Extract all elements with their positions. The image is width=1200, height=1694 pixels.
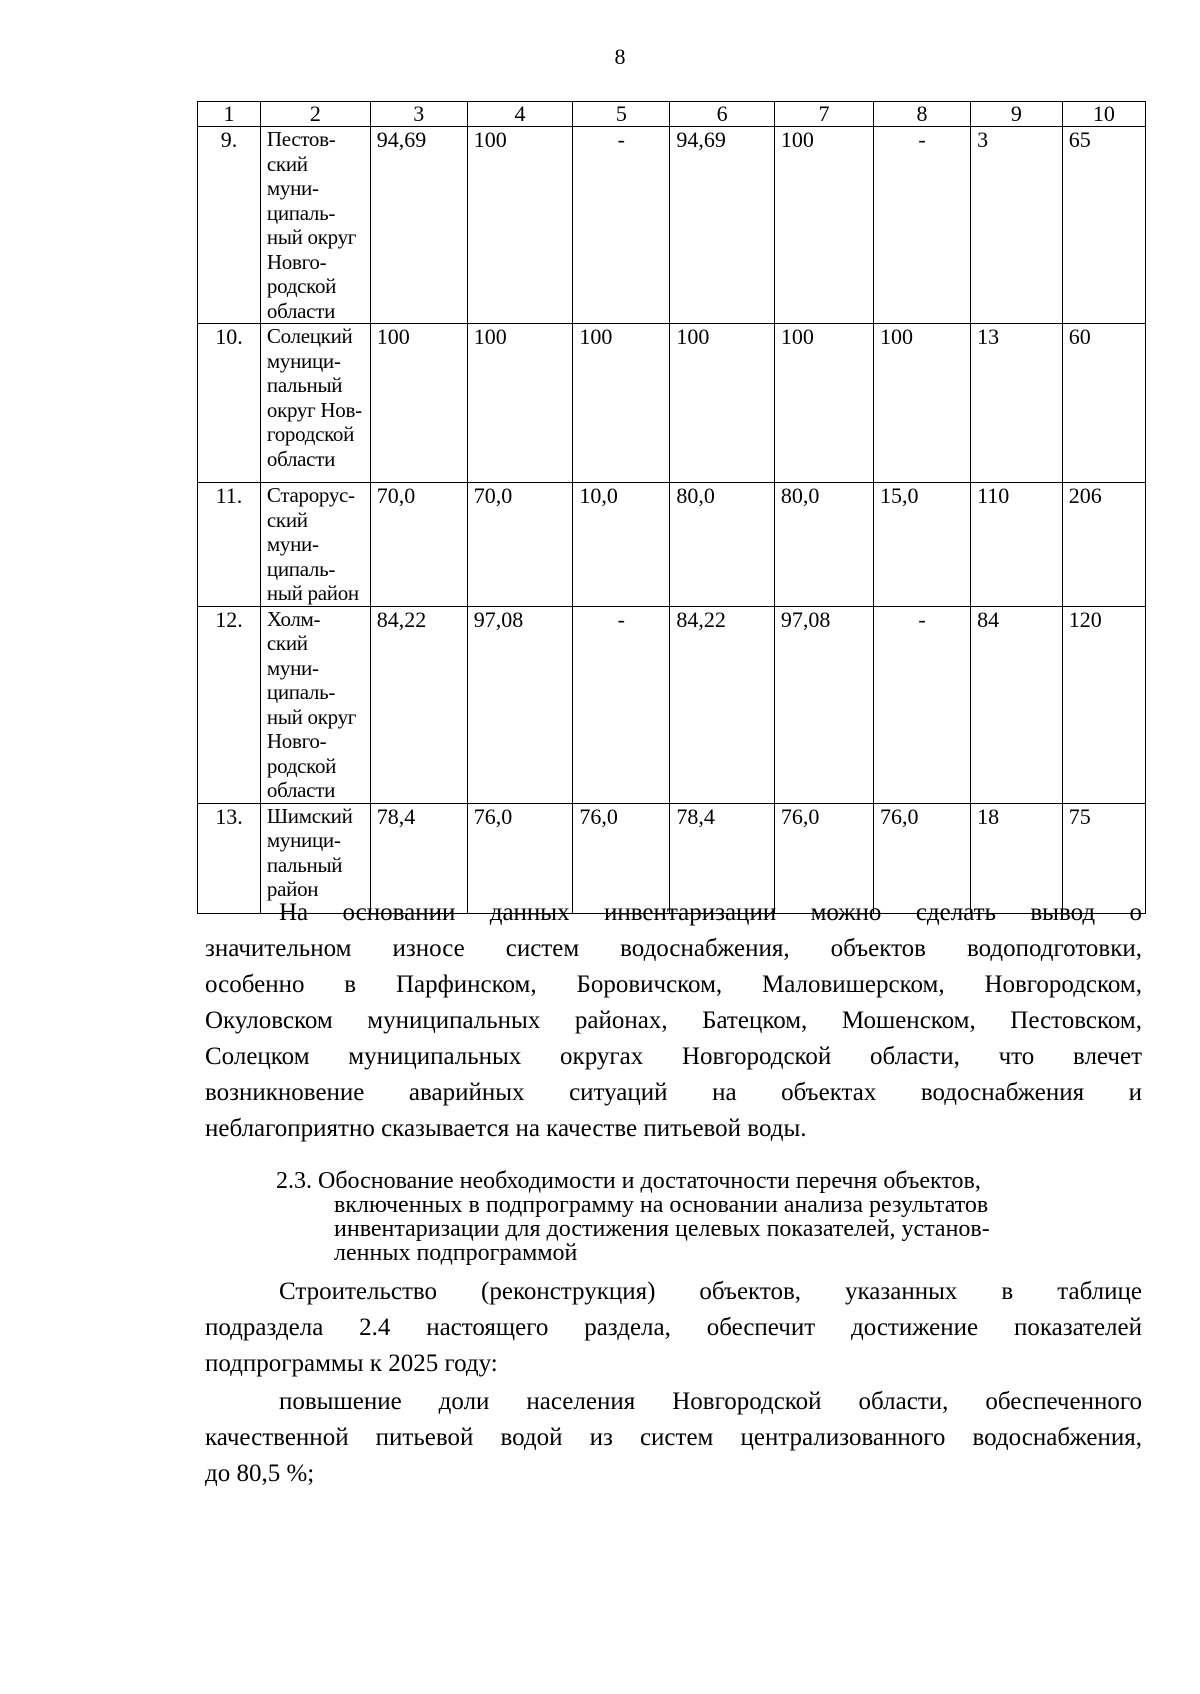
data-table: [197, 101, 1146, 914]
district-name-line: округ Нов-: [266, 397, 362, 422]
text-line: повышение доли населения Новгородской области, обеспеченного: [279, 1388, 1142, 1415]
row-number-cell: 11.: [198, 483, 261, 607]
value-cell-col-4: 70,0: [467, 483, 573, 607]
value-cell-col-4: 100: [467, 324, 573, 483]
column-header: 1: [198, 102, 261, 127]
value-cell-col-6: 100: [670, 324, 775, 483]
text-line: Окуловском муниципальных районах, Батецком, Мошенском, Пестовском,: [205, 1007, 1142, 1034]
district-name-line: Солецкий: [266, 324, 353, 348]
district-name-line: области: [266, 778, 336, 802]
table-row: [198, 324, 1146, 483]
value-cell-col-5: 10,0: [573, 483, 670, 607]
district-name-line: родской: [266, 753, 337, 778]
district-name-line: Новго-: [266, 249, 327, 274]
text-line: неблагоприятно сказывается на качестве питьевой воды.: [205, 1115, 807, 1142]
value-cell-col-7: 97,08: [774, 606, 873, 803]
district-name-line: Холм-: [266, 606, 321, 631]
value-cell-col-9: 84: [971, 606, 1063, 803]
district-name-line: ципаль-: [266, 200, 336, 225]
value-cell-col-7: 100: [774, 324, 873, 483]
district-name-line: ский муни-: [266, 631, 319, 680]
district-name-line: ский муни-: [266, 151, 319, 200]
district-name-line: ципаль-: [266, 556, 336, 581]
value-cell-col-6: 94,69: [670, 127, 775, 324]
district-name-line: ный округ: [266, 225, 357, 249]
value-cell-col-8: 15,0: [874, 483, 971, 607]
paragraph-construction: [205, 1274, 1142, 1382]
value-cell-col-10: 206: [1062, 483, 1145, 607]
value-cell-col-6: 78,4: [670, 803, 775, 913]
value-cell-col-7: 76,0: [774, 803, 873, 913]
value-cell-col-8: 76,0: [874, 803, 971, 913]
text-line: особенно в Парфинском, Боровичском, Маловишерском, Новгородском,: [205, 971, 1142, 998]
district-name-line: области: [266, 446, 336, 471]
value-cell-col-3: 94,69: [370, 127, 467, 324]
value-cell-col-5: 100: [573, 324, 670, 483]
district-name-line: район: [266, 877, 319, 901]
value-cell-col-3: 100: [370, 324, 467, 483]
value-cell-col-4: 100: [467, 127, 573, 324]
heading-line: включенных в подпрограмму на основании анализа результатов: [334, 1192, 989, 1218]
district-name-line: пальный: [266, 852, 343, 877]
column-header: 10: [1062, 102, 1145, 127]
district-name-line: области: [266, 298, 336, 323]
value-cell-col-9: 13: [971, 324, 1063, 483]
value-cell-col-7: 80,0: [774, 483, 873, 607]
text-line: Солецком муниципальных округах Новгородской области, что влечет: [205, 1043, 1142, 1070]
value-cell-col-3: 84,22: [370, 606, 467, 803]
column-header: 9: [971, 102, 1063, 127]
district-name-line: ный округ: [266, 704, 357, 729]
text-line: На основании данных инвентаризации можно сделать вывод о: [279, 899, 1142, 926]
value-cell-col-9: 110: [971, 483, 1063, 607]
district-name-cell: [260, 483, 370, 607]
value-cell-col-10: 75: [1062, 803, 1145, 913]
value-cell-col-5: -: [573, 606, 670, 803]
section-heading: [276, 1169, 1116, 1265]
value-cell-col-8: -: [874, 606, 971, 803]
table-row: [198, 127, 1146, 324]
paragraph-conclusion: [205, 895, 1142, 1147]
table-row: [198, 606, 1146, 803]
column-header: 4: [467, 102, 573, 127]
value-cell-col-10: 60: [1062, 324, 1145, 483]
value-cell-col-9: 18: [971, 803, 1063, 913]
district-name-line: Пестов-: [266, 127, 336, 151]
value-cell-col-10: 65: [1062, 127, 1145, 324]
column-header: 5: [573, 102, 670, 127]
value-cell-col-5: -: [573, 127, 670, 324]
value-cell-col-5: 76,0: [573, 803, 670, 913]
value-cell-col-6: 80,0: [670, 483, 775, 607]
district-name-line: Шимский: [266, 803, 353, 828]
value-cell-col-4: 76,0: [467, 803, 573, 913]
district-name-cell: [260, 127, 370, 324]
value-cell-col-4: 97,08: [467, 606, 573, 803]
paragraph-indicator: [205, 1384, 1142, 1492]
text-line: Строительство (реконструкция) объектов, указанных в таблице: [279, 1278, 1142, 1305]
row-number-cell: 12.: [198, 606, 261, 803]
district-name-line: Старорус-: [266, 483, 355, 507]
table-header-row: [198, 102, 1146, 127]
text-line: подраздела 2.4 настоящего раздела, обеспечит достижение показателей: [205, 1314, 1142, 1341]
value-cell-col-3: 70,0: [370, 483, 467, 607]
district-name-line: муници-: [266, 828, 341, 852]
heading-line: инвентаризации для достижения целевых показателей, установ-: [334, 1216, 990, 1242]
row-number-cell: 13.: [198, 803, 261, 913]
text-line: качественной питьевой водой из систем централизованного водоснабжения,: [205, 1424, 1142, 1451]
district-name-cell: [260, 606, 370, 803]
value-cell-col-8: 100: [874, 324, 971, 483]
text-line: подпрограммы к 2025 году:: [205, 1350, 498, 1377]
district-name-line: родской: [266, 274, 337, 298]
value-cell-col-10: 120: [1062, 606, 1145, 803]
value-cell-col-3: 78,4: [370, 803, 467, 913]
text-line: до 80,5 %;: [205, 1460, 315, 1487]
district-name-cell: [260, 324, 370, 483]
text-line: значительном износе систем водоснабжения, объектов водоподготовки,: [205, 935, 1142, 962]
value-cell-col-6: 84,22: [670, 606, 775, 803]
district-name-line: ный район: [266, 581, 359, 605]
column-header: 2: [260, 102, 370, 127]
value-cell-col-7: 100: [774, 127, 873, 324]
row-number-cell: 9.: [198, 127, 261, 324]
heading-line: ленных подпрограммой: [334, 1240, 578, 1266]
value-cell-col-9: 3: [971, 127, 1063, 324]
column-header: 7: [774, 102, 873, 127]
column-header: 6: [670, 102, 775, 127]
value-cell-col-8: -: [874, 127, 971, 324]
district-name-line: муници-: [266, 348, 341, 373]
column-header: 8: [874, 102, 971, 127]
district-name-line: пальный: [266, 373, 343, 397]
column-header: 3: [370, 102, 467, 127]
heading-line: 2.3. Обоснование необходимости и достаточности перечня объектов,: [276, 1168, 981, 1194]
district-name-line: Новго-: [266, 729, 327, 753]
district-name-line: ципаль-: [266, 680, 336, 704]
text-line: возникновение аварийных ситуаций на объектах водоснабжения и: [205, 1079, 1142, 1106]
district-name-line: городской: [266, 422, 355, 446]
district-name-line: ский муни-: [266, 507, 319, 556]
page-number: 8: [614, 44, 626, 69]
row-number-cell: 10.: [198, 324, 261, 483]
table-row: [198, 483, 1146, 607]
